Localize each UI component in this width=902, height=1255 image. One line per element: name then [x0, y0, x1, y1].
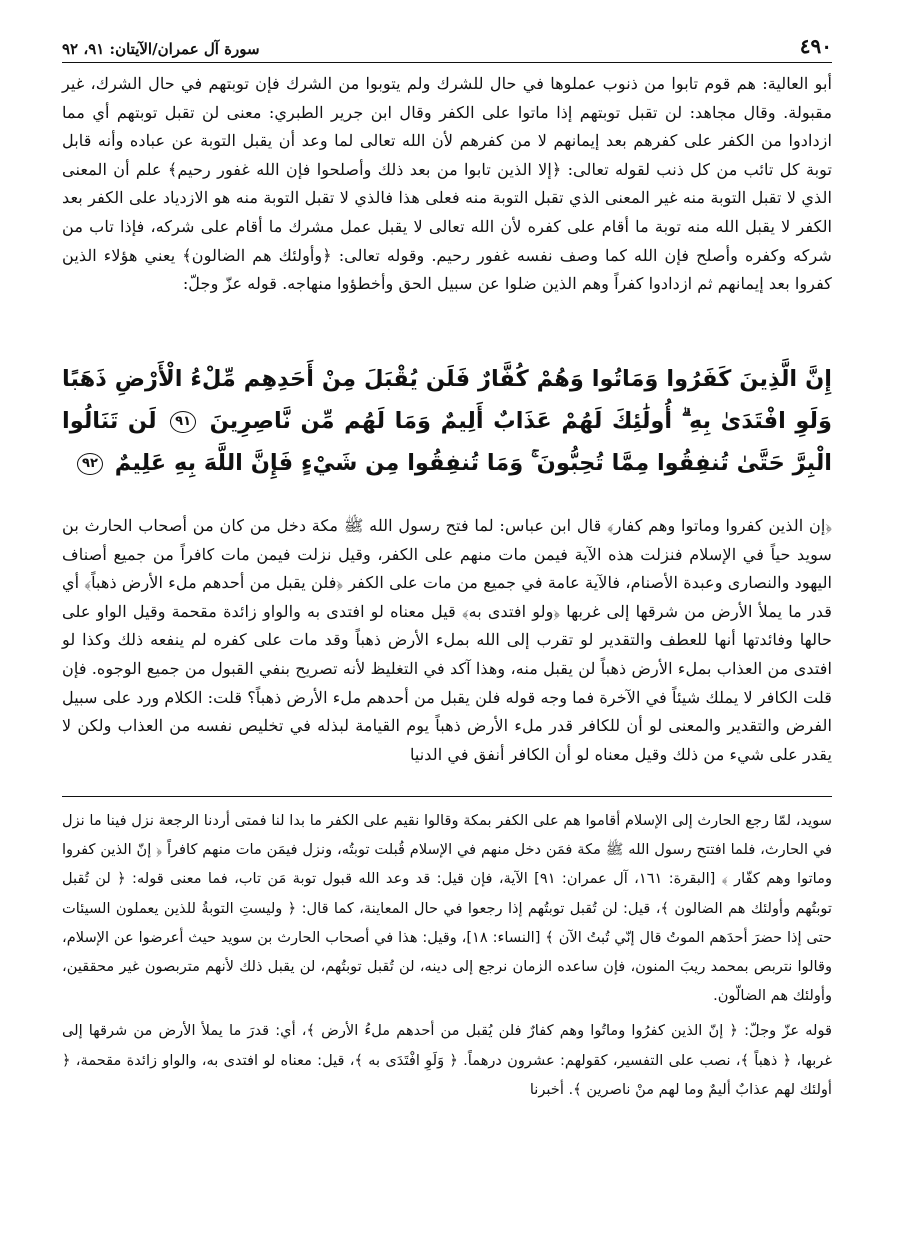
page-header	[62, 28, 832, 63]
footnote-2: قوله عزّ وجلّ: ﴿ إنّ الذين كفرُوا وماتُوا وهم كفارٌ فلن يُقبل من أحدهم ملءُ الأرض ﴾، أي: قدرَ ما يملأ الأرض من شرقها إلى غربها، ﴿ ذهباً ﴾، نصب على التفسير، كقولهم: عشرون درهماً. ﴿ وَلَوِ افْتَدَى به ﴾، قيل: معناه لو افتدى به، والواو زائدة مقحمة، ﴿ أولئك لهم عذابٌ أليمٌ وما لهم منْ ناصرين ﴾. أخبرنا	[62, 1022, 832, 1098]
ayah-91-marker: ٩١	[170, 411, 196, 433]
ayah-92-text: لَن تَنَالُوا الْبِرَّ حَتَّىٰ تُنفِقُوا مِمَّا تُحِبُّونَ ۚ وَمَا تُنفِقُوا مِن شَيْءٍ فَإِنَّ اللَّهَ بِهِ عَلِيمٌ	[62, 408, 832, 476]
quran-verses-block	[62, 358, 832, 484]
ayah-92-marker: ٩٢	[77, 453, 103, 475]
quran-verses	[62, 358, 832, 484]
footnote-separator	[62, 796, 832, 797]
page-number: ٤٩٠	[799, 34, 832, 58]
tafsir-text	[62, 512, 832, 769]
ayah-91-text: إِنَّ الَّذِينَ كَفَرُوا وَمَاتُوا وَهُمْ كُفَّارٌ فَلَن يُقْبَلَ مِنْ أَحَدِهِم مِّلْءُ الْأَرْضِ ذَهَبًا وَلَوِ افْتَدَىٰ بِهِ ۗ أُولَٰئِكَ لَهُمْ عَذَابٌ أَلِيمٌ وَمَا لَهُم مِّن نَّاصِرِينَ	[62, 366, 832, 434]
footnotes	[62, 806, 832, 1110]
footnote-1: سويد، لمّا رجع الحارث إلى الإسلام أقاموا هم على الكفر بمكة وقالوا نقيم على الكفر ما بدا لنا فمتى أردنا الرجعة نزل فينا ما نزل في الحارث، فلما افتتح رسول الله ﷺ مكة فمَن دخل منهم في الإسلام قُبلت توبتُه، ونزل فيمَن مات منهم كافراً ﴿ إنّ الذين كفروا وماتوا وهم كفّار ﴾ [البقرة: ١٦١، آل عمران: ٩١] الآية، فإن قيل: قد وعد الله قبول توبة مَن تاب، فما معنى قوله: ﴿ لن تُقبل توبتُهم وأولئك هم الضالون ﴾، قيل: لن تُقبل توبتُهم إذا رجعوا في حال المعاينة، كما قال: ﴿ وليستِ التوبةُ للذين يعملون السيئات حتى إذا حضرَ أحدَهم الموتُ قال إنّي تُبتُ الآن ﴾ [النساء: ١٨]، وقيل: هذا في أصحاب الحارث بن سويد حيث أعرضوا عن الإسلام، وقالوا نتربص بمحمد ريبَ المنون، فإن ساعده الزمان نرجع إلى دينه، لن تُقبل توبتُهم، لن يقبل ذلك لأنهم متربصون غير محققين، وأولئك هم الضالّون.	[62, 812, 832, 1005]
tafsir-paragraph: ﴿إن الذين كفروا وماتوا وهم كفار﴾ قال ابن عباس: لما فتح رسول الله ﷺ مكة دخل من كان من أصحاب الحارث بن سويد حياً في الإسلام فنزلت هذه الآية فيمن مات منهم على الكفر، وقيل نزلت فيمن مات كافراً من جميع أصناف اليهود والنصارى وعبدة الأصنام، فالآية عامة في جميع من مات على الكفر ﴿فلن يقبل من أحدهم ملء الأرض ذهباً﴾ أي قدر ما يملأ الأرض من شرقها إلى غربها ﴿ولو افتدى به﴾ قيل معناه لو افتدى به والواو زائدة مقحمة وقيل الواو على حالها وفائدتها أنها للعطف والتقدير لو تقرب إلى الله بملء الأرض ذهباً وقد مات على كفره لم ينفعه ذلك وكذا لو افتدى من العذاب بملء الأرض ذهباً لن يقبل منه، وهذا آكد في التغليظ لأنه تصريح بنفي القبول من جميع الوجوه. فإن قلت الكافر لا يملك شيئاً في الآخرة فما وجه قوله فلن يقبل من أحدهم ملء الأرض ذهباً؟ قلت: الكلام ورد على سبيل الفرض والتقدير والمعنى لو أن للكافر قدر ملء الأرض ذهباً يوم القيامة لبذله في تخليص نفسه من العذاب ولكن لا يقدر على شيء من ذلك وقيل معناه لو أن الكافر أنفق في الدنيا	[62, 516, 832, 764]
intro-paragraph: أبو العالية: هم قوم تابوا من ذنوب عملوها في حال للشرك ولم يتوبوا من الشرك فإن توبتهم في حال الشرك، غير مقبولة. وقال مجاهد: لن تقبل توبتهم إذا ماتوا على الكفر وقال ابن جرير الطبري: معنى لن تقبل توبتهم أي مما ازدادوا من الكفر على كفرهم بعد إيمانهم لا من كفرهم لأن الله تعالى لما وعد أن يقبل التوبة عن عباده وأنه قابل توبة كل تائب من كل ذنب لقوله تعالى: ﴿إلا الذين تابوا من بعد ذلك وأصلحوا فإن الله غفور رحيم﴾ علم أن المعنى الذي لا تقبل التوبة منه غير المعنى الذي تقبل التوبة منه فعلى هذا فالذي لا تقبل التوبة منه هو الازدياد على الكفر بعد الكفر لا يقبل الله منه توبة ما أقام على كفره لأن الله تعالى لا يقبل عمل مشرك ما أقام على شركه، فإذا تاب من شركه وكفره وأصلح فإن الله كما وصف نفسه غفور رحيم. وقوله تعالى: ﴿وأولئك هم الضالون﴾ يعني هؤلاء الذين كفروا بعد إيمانهم ثم ازدادوا كفراً وهم الذين ضلوا عن سبيل الحق وأخطؤوا منهاجه. قوله عزّ وجلّ:	[62, 74, 832, 294]
main-text-top	[62, 70, 832, 299]
running-title: سورة آل عمران/الآيتان: ٩١، ٩٢	[62, 40, 260, 58]
